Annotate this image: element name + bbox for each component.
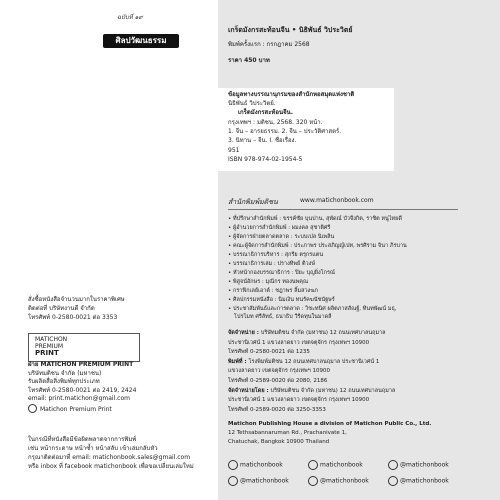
book-price: ราคา 450 บาท [228,57,270,64]
staff-item: • คณะผู้จัดการสำนักพิมพ์ : ประภาพร ประสภิญญ์เปท, พรศิราม จินา ภิรบาน [228,243,407,249]
cip-subj2: 3. นิทาน – จีน. I. ชื่อเรื่อง. [228,137,297,144]
cip-isbn: ISBN 978-974-02-1954-5 [228,156,303,163]
distributor-line [228,407,326,413]
print-logo-l1: MATICHON [35,336,68,343]
distributor-text: บริษัทมติชน จำกัด (มหาชน) 12 ถนนเทศบาลนฤมาล [270,387,396,394]
distributor-line [228,368,330,374]
print-head: ฝ่าย MATICHON PREMIUM PRINT [28,361,134,368]
notice-l4[interactable]: หรือ inbox ที่ facebook matichonbook เพื่อขอเปลี่ยนเล่มใหม่ [28,463,194,470]
social-link[interactable] [308,476,369,486]
distributor-text: โทรศัพท์ 0-2589-0020 ต่อ 3250-3353 [228,406,326,413]
cip-class: 951 [228,147,240,154]
staff-item: • หัวหน้ากองบรรณาธิการ : ปิยะ บุญยิ่งโกรณ์ [228,270,336,276]
distributor-text: ประชานิเวศน์ 1 แขวงลาดยาว เขตจตุจักร กรุงเทพฯ 10900 [228,397,370,404]
staff-cont: โปรโมท ศรีลัทธ์, ธนาธิบ วีรีดทุนในมาดลี [234,314,332,320]
website-url[interactable]: www.matichonbook.com [300,197,374,204]
cip-subj1: 1. จีน – อารยธรรม. 2. จีน – ประวัติศาสตร์. [228,128,342,135]
bulk-order-line3: โทรศัพท์ 0-2580-0021 ต่อ 3353 [28,314,118,321]
distributor-text: โทรศัพท์ 0-2589-0020 ต่อ 2080, 2186 [228,378,328,384]
instagram-icon [388,460,398,470]
cip-heading: ข้อมูลทางบรรณานุกรมของสำนักหอสมุดแห่งชาติ [228,91,355,98]
distributor-line [228,330,386,336]
social-link[interactable] [228,476,289,486]
social-handle: matichonbook [320,461,363,469]
left-panel [0,0,218,500]
staff-item: • บรรณาธิการบริหาร : สุกรีย ตรุกรแตน [228,252,324,258]
distributor-text: บริษัทมติชน จำกัด (มหาชน) 12 ถนนเทศบาลนฤมาล [260,330,386,336]
distributor-label: จัดจำหน่าย : [228,330,261,336]
staff-item: • ผู้อำนวยการสำนักพิมพ์ : ผมงคล สุชาติศรี [228,225,331,231]
magazine-logo [103,12,181,52]
social-link[interactable] [308,460,363,470]
print-facebook[interactable] [28,405,112,414]
staff-item: • กราฟิกเลย์เอาต์ : ชฎาพร ลิ้มสวงฆภ [228,288,318,294]
distributor-line [228,388,395,394]
staff-item: • ที่ปรึกษาสำนักพิมพ์ : ขรรค์ชัย บุนปาน, สุพัดณ์ บัวจึงกิต, ราชิต หนูไทยดี [228,216,402,222]
notice-l3[interactable]: กรุณาติดต่อมาที่ email: matichonbook.sales@gmail.com [28,454,191,461]
distributor-label: พิมพ์ที่ : [228,358,249,365]
print-logo-l2: PREMIUM [35,342,64,350]
print-l2: รับผลิตสื่อสิ่งพิมพ์ทุกประเภท [28,378,100,385]
social-handle: matichonbook [240,461,283,469]
staff-item: • ผู้จัดการฝ่ายตลาดตลาด : ระบบเปล นิเพลิน [228,234,335,240]
staff-item: • ประชาสัมพันธ์และการตลาด : วิชะทนิศ ผลิตภาสสัณฐ์, ทินทพัฒน์ มธุ, [228,306,397,312]
x-icon [308,476,318,486]
social-link[interactable] [388,476,449,486]
english-l3: Chatuchak, Bangkok 10900 Thailand [228,439,330,445]
social-handle: @matichonbook [320,477,369,485]
distributor-text: โรงพิมพ์มติชน 12 ถนนเทศบาลนฤมาล ประชานิเวศน์ 1 [248,358,380,365]
bulk-order-line2: ติดต่อที่ บริษัทงานดี จำกัด [28,305,95,312]
line-icon [228,476,238,486]
staff-item: • พิสูจน์อักษร : มุณีกร ทองนพคุณ [228,279,309,285]
logo-issue: ฉบับที่ ๑๙ [117,14,143,21]
cip-author: นิธิพันธ์ วิประวิตย์. [228,100,276,107]
divider [228,209,458,210]
youtube-icon [308,460,318,470]
print-logo-l3: PRINT [35,349,59,358]
english-l2: 12 Tethsabannaruman Rd., Prachanivate 1, [228,430,347,436]
distributor-line [228,340,369,346]
social-link[interactable] [388,460,449,470]
distributor-line [228,378,327,384]
distributor-line [228,359,379,365]
english-l1: Matichon Publishing House a division of Matichon Public Co., Ltd. [228,421,432,427]
print-l5: Matichon Premium Print [40,406,112,413]
distributor-text: โทรศัพท์ 0-2580-0021 ต่อ 1235 [228,349,310,356]
print-logo [35,337,67,358]
staff-item: • บรรณาธิการเล่ม : ปรางทิพย์ ติวงษ์ [228,261,315,267]
publisher-brand: สำนักพิมพ์มติชน [228,198,278,206]
facebook-icon [28,404,37,413]
facebook-icon [228,460,238,470]
distributor-line [228,397,369,403]
distributor-text: แขวงลาดยาว เขตจตุจักร กรุงเทพฯ 10900 [228,368,330,375]
bulk-order-line1: สั่งซื้อหนังสือจำนวนมากในราคาพิเศษ [28,296,125,303]
social-handle: @matichonbook [400,477,449,485]
distributor-text: ประชานิเวศน์ 1 แขวงลาดยาว เขตจตุจักร กรุงเทพฯ 10900 [228,339,370,346]
cip-pub: กรุงเทพฯ : มติชน, 2568. 320 หน้า. [228,119,323,126]
logo-name: ศิลปวัฒนธรรม [103,34,179,48]
social-handle: @matichonbook [400,461,449,469]
notice-l2: เช่น หน้ากระดาษ หน้าซ้ำ หน้าสลับ เข้าเล่มกลับหัว [28,445,158,452]
print-l3: โทรศัพท์ 0-2580-0021 ต่อ 2419, 2424 [28,387,137,394]
tiktok-icon [388,476,398,486]
staff-item: • ศิลปกรรมหนังสือ : นิมเงิน ทนรัคฆนัชนัฐษร์ [228,297,335,303]
book-title: เกร็ดมังกรสะท้อนจีน • นิธิพันธ์ วิประวิตย์ [228,26,353,34]
social-link[interactable] [228,460,283,470]
distributor-label: จัดจำหน่ายโดย : [228,387,271,394]
print-l4[interactable]: email: print.matichon@gmail.com [28,395,130,402]
book-edition: พิมพ์ครั้งแรก : กรกฎาคม 2568 [228,41,310,48]
print-logo-box [28,333,140,362]
distributor-line [228,349,310,355]
print-l1: บริษัทมติชน จำกัด (มหาชน) [28,370,102,377]
social-handle: @matichonbook [240,477,289,485]
notice-l1: ในกรณีที่หนังสือมีข้อผิดพลาดจากการพิมพ์ [28,436,137,443]
cip-title: เกร็ดมังกรสะท้อนจีน. [238,109,293,116]
